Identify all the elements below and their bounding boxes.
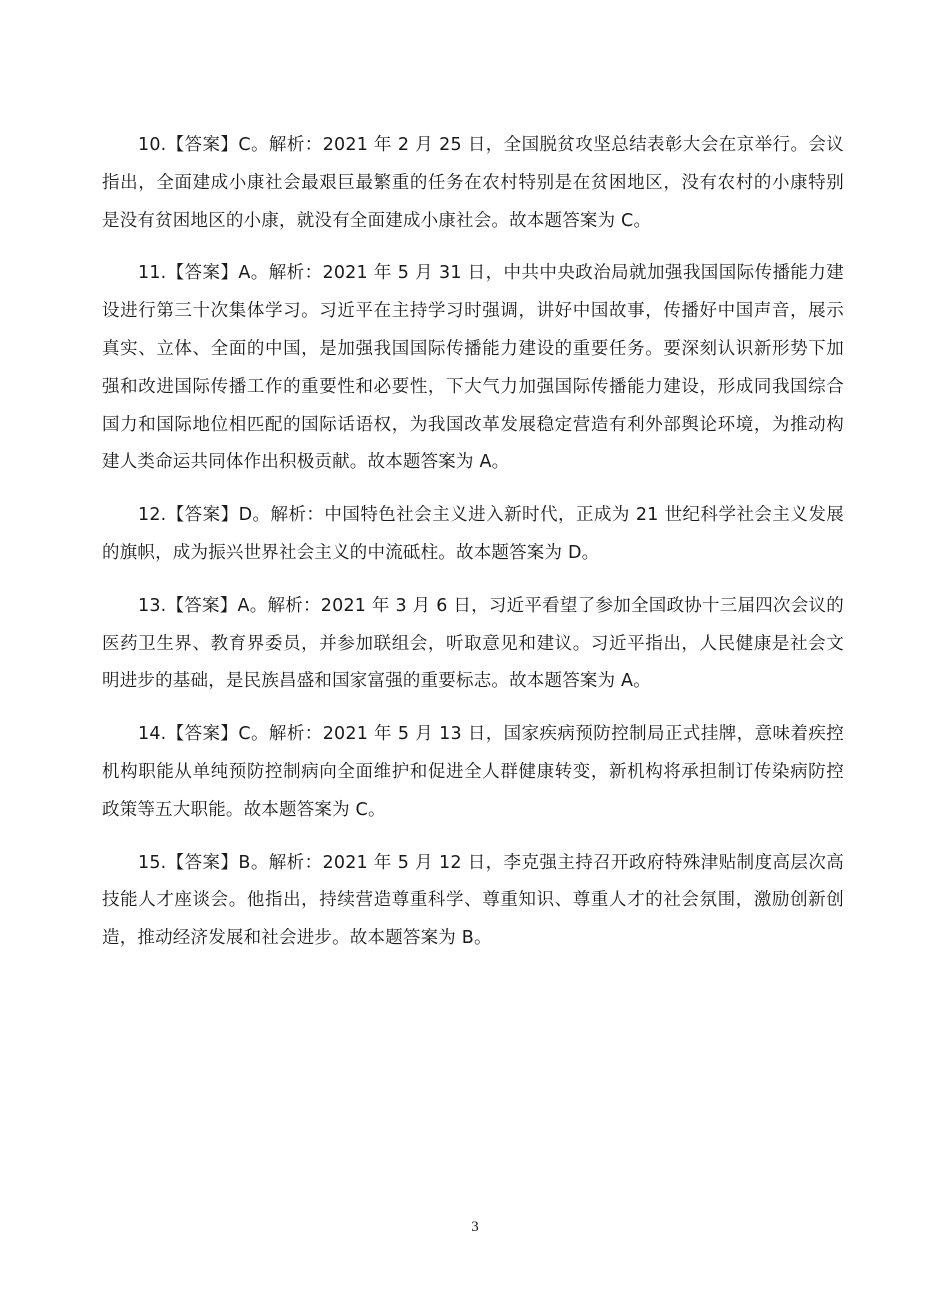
answer-paragraph-12: 12.【答案】D。解析：中国特色社会主义进入新时代，正成为 21 世纪科学社会主义发展的旗帜，成为振兴世界社会主义的中流砥柱。故本题答案为 D。	[102, 505, 844, 563]
answer-paragraph-15: 15.【答案】B。解析：2021 年 5 月 12 日，李克强主持召开政府特殊津贴制度高层次高技能人才座谈会。他指出，持续营造尊重科学、尊重知识、尊重人才的社会氛围，激励创新创造，推动经济发展和社会进步。故本题答案为 B。	[102, 852, 844, 949]
answer-paragraph-14: 14.【答案】C。解析：2021 年 5 月 13 日，国家疾病预防控制局正式挂牌，意味着疾控机构职能从单纯预防控制病向全面维护和促进全人群健康转变，新机构将承担制订传染病防控政策等五大职能。故本题答案为 C。	[102, 724, 844, 820]
answer-paragraph-10: 10.【答案】C。解析：2021 年 2 月 25 日，全国脱贫攻坚总结表彰大会在京举行。会议指出，全面建成小康社会最艰巨最繁重的任务在农村特别是在贫困地区，没有农村的小康特别是没有贫困地区的小康，就没有全面建成小康社会。故本题答案为 C。	[102, 135, 844, 231]
answer-paragraph-13: 13.【答案】A。解析：2021 年 3 月 6 日，习近平看望了参加全国政协十三届四次会议的医药卫生界、教育界委员，并参加联组会，听取意见和建议。习近平指出，人民健康是社会文明进步的基础，是民族昌盛和国家富强的重要标志。故本题答案为 A。	[102, 595, 844, 692]
answer-explanations	[102, 127, 844, 973]
answer-paragraph-11: 11.【答案】A。解析：2021 年 5 月 31 日，中共中央政治局就加强我国国际传播能力建设进行第三十次集体学习。习近平在主持学习时强调，讲好中国故事，传播好中国声音，展示真实、立体、全面的中国，是加强我国国际传播能力建设的重要任务。要深刻认识新形势下加强和改进国际传播工作的重要性和必要性，下大气力加强国际传播能力建设，形成同我国综合国力和国际地位相匹配的国际话语权，为我国改革发展稳定营造有利外部舆论环境，为推动构建人类命运共同体作出积极贡献。故本题答案为 A。	[102, 263, 844, 473]
page-number: 3	[471, 1219, 479, 1235]
